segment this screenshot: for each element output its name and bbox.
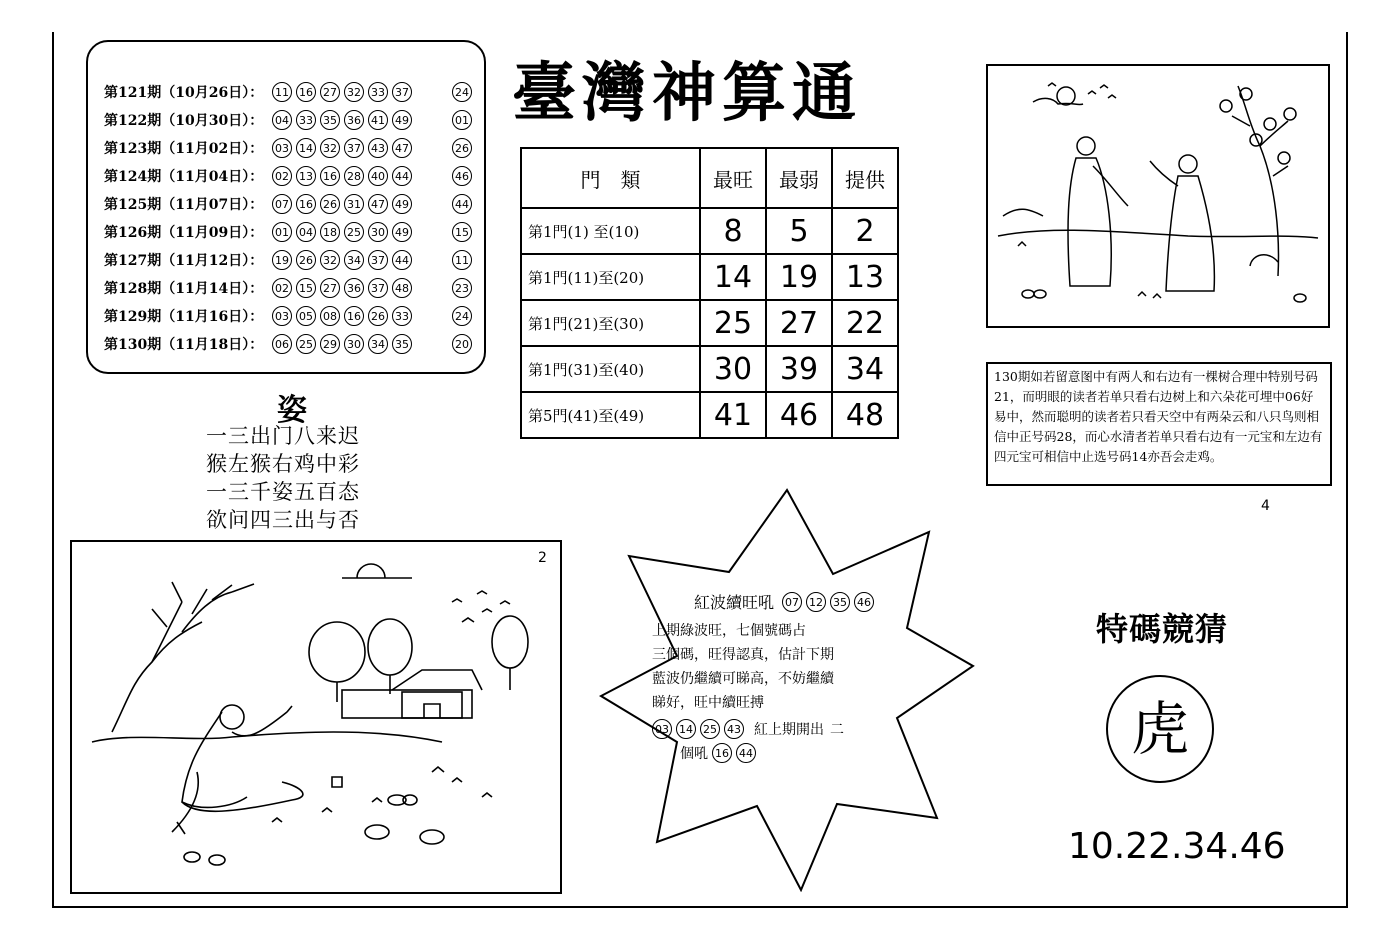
special-guess-title: 特碼競猜 [1096,610,1229,648]
number-ball: 30 [368,222,388,242]
number-ball: 43 [724,719,744,739]
special-number-ball: 44 [452,194,472,214]
number-ball: 49 [392,110,412,130]
gate-range: 第1門(21)至(30) [521,300,700,346]
number-ball: 27 [320,82,340,102]
special-number-ball: 24 [452,306,472,326]
picture-number: 2 [538,550,547,566]
red-wave-box [652,590,892,763]
gate-range: 第1門(11)至(20) [521,254,700,300]
period-label: 第124期（11月04日）： [104,169,264,185]
hot-number: 14 [700,254,766,300]
number-ball: 37 [392,82,412,102]
tip-number: 34 [832,346,898,392]
number-ball: 49 [392,194,412,214]
gate-row [521,392,898,438]
number-ball: 18 [320,222,340,242]
number-ball: 03 [652,719,672,739]
text-line: 上期綠波旺，七個號碼占 [652,623,806,639]
tip-number: 48 [832,392,898,438]
number-ball: 25 [296,334,316,354]
history-row [104,136,476,160]
gate-row [521,208,898,254]
cold-number: 46 [766,392,832,438]
tip-number: 22 [832,300,898,346]
number-ball: 34 [368,334,388,354]
number-ball: 36 [344,278,364,298]
number-ball: 07 [272,194,292,214]
number-ball: 40 [368,166,388,186]
number-ball: 47 [368,194,388,214]
last-period-text: 紅上期開出 [754,722,824,738]
number-ball: 06 [272,334,292,354]
text-line: 睇好，旺中續旺搏 [652,695,764,711]
number-ball: 16 [320,166,340,186]
number-ball: 16 [344,306,364,326]
number-ball: 26 [296,250,316,270]
special-number-ball: 20 [452,334,472,354]
number-ball: 05 [296,306,316,326]
period-label: 第128期（11月14日）： [104,281,264,297]
number-ball: 33 [368,82,388,102]
last-period-row [652,719,892,739]
gate-row [521,300,898,346]
number-ball: 13 [296,166,316,186]
count-row [680,743,892,763]
draw-history-panel [86,40,486,374]
hot-number: 30 [700,346,766,392]
number-ball: 35 [320,110,340,130]
picture-clue-text: 130期如若留意图中有两人和右边有一棵树合理中特别号码21，而明眼的读者若单只看右边树上和六朵花可埋中06好易中，然而聪明的读者若只看天空中有两朵云和八只鸟则相信中正号码28，而心水清者若单只看右边有一元宝和左边有四元宝可相信中止选号码14亦吾会走鸡。 [986,362,1332,486]
number-ball: 34 [344,250,364,270]
number-ball: 35 [392,334,412,354]
special-number-ball: 46 [452,166,472,186]
period-label: 第122期（10月30日）： [104,113,264,129]
scholar-landscape-illustration [70,540,562,894]
gate-row [521,346,898,392]
history-row [104,276,476,300]
header-tip: 提供 [832,148,898,208]
number-ball: 37 [368,278,388,298]
period-label: 第130期（11月18日）： [104,337,264,353]
number-ball: 44 [392,166,412,186]
period-label: 第127期（11月12日）： [104,253,264,269]
number-ball: 35 [830,592,850,612]
number-ball: 46 [854,592,874,612]
gate-table-header [521,148,898,208]
history-row [104,248,476,272]
poem-title: 姿 [277,393,307,428]
poem-line: 一三千姿五百态 [206,480,360,504]
gate-range: 第1門(31)至(40) [521,346,700,392]
count-text: 個吼 [680,746,708,762]
hot-number: 8 [700,208,766,254]
hot-number: 41 [700,392,766,438]
number-ball: 26 [320,194,340,214]
text-line: 三個碼，旺得認真，估計下期 [652,647,834,663]
number-ball: 33 [392,306,412,326]
number-ball: 14 [676,719,696,739]
history-row [104,80,476,104]
cold-number: 27 [766,300,832,346]
header-cold: 最弱 [766,148,832,208]
number-ball: 14 [296,138,316,158]
number-ball: 37 [344,138,364,158]
number-ball: 04 [296,222,316,242]
page-title: 臺灣神算通 [512,56,862,131]
number-ball: 02 [272,166,292,186]
number-ball: 41 [368,110,388,130]
text-line: 藍波仍繼續可睇高，不妨繼續 [652,671,834,687]
header-hot: 最旺 [700,148,766,208]
hot-number: 25 [700,300,766,346]
number-ball: 08 [320,306,340,326]
last-period-mark: 二 [830,722,844,738]
zodiac-circle: 虎 [1106,675,1214,783]
number-ball: 16 [296,194,316,214]
special-number-ball: 11 [452,250,472,270]
period-label: 第126期（11月09日）： [104,225,264,241]
cold-number: 19 [766,254,832,300]
number-ball: 15 [296,278,316,298]
special-number-ball: 24 [452,82,472,102]
gate-range: 第1門(1) 至(10) [521,208,700,254]
number-ball: 27 [320,278,340,298]
number-ball: 02 [272,278,292,298]
period-label: 第121期（10月26日）： [104,85,264,101]
number-ball: 28 [344,166,364,186]
number-ball: 44 [736,743,756,763]
two-figures-illustration [986,64,1330,328]
red-wave-text [652,619,892,715]
special-number-ball: 15 [452,222,472,242]
number-ball: 12 [806,592,826,612]
number-ball: 07 [782,592,802,612]
number-ball: 25 [344,222,364,242]
number-ball: 03 [272,306,292,326]
number-ball: 44 [392,250,412,270]
number-ball: 04 [272,110,292,130]
number-ball: 37 [368,250,388,270]
number-ball: 32 [344,82,364,102]
number-ball: 25 [700,719,720,739]
history-row [104,164,476,188]
special-number-ball: 23 [452,278,472,298]
picture-number: 4 [1261,498,1270,514]
history-row [104,332,476,356]
number-ball: 16 [296,82,316,102]
period-label: 第123期（11月02日）： [104,141,264,157]
number-ball: 29 [320,334,340,354]
special-guess-numbers: 10.22.34.46 [1068,826,1286,867]
number-ball: 26 [368,306,388,326]
header-gate: 門 類 [521,148,700,208]
cold-number: 39 [766,346,832,392]
period-label: 第129期（11月16日）： [104,309,264,325]
number-ball: 47 [392,138,412,158]
history-row [104,192,476,216]
gate-row [521,254,898,300]
gate-table [520,147,899,439]
number-ball: 36 [344,110,364,130]
history-row [104,108,476,132]
number-ball: 31 [344,194,364,214]
number-ball: 49 [392,222,412,242]
special-number-ball: 01 [452,110,472,130]
number-ball: 03 [272,138,292,158]
number-ball: 33 [296,110,316,130]
red-wave-title: 紅波續旺吼 [694,593,775,612]
number-ball: 11 [272,82,292,102]
number-ball: 48 [392,278,412,298]
poem-line: 一三出门八来迟 [206,424,360,448]
number-ball: 32 [320,138,340,158]
poem [206,422,386,534]
number-ball: 32 [320,250,340,270]
history-row [104,304,476,328]
period-label: 第125期（11月07日）： [104,197,264,213]
number-ball: 30 [344,334,364,354]
number-ball: 19 [272,250,292,270]
history-row [104,220,476,244]
number-ball: 16 [712,743,732,763]
poem-line: 猴左猴右鸡中彩 [206,452,360,476]
tip-number: 2 [832,208,898,254]
number-ball: 43 [368,138,388,158]
red-wave-header [694,590,892,613]
gate-range: 第5門(41)至(49) [521,392,700,438]
number-ball: 01 [272,222,292,242]
special-number-ball: 26 [452,138,472,158]
tip-number: 13 [832,254,898,300]
cold-number: 5 [766,208,832,254]
poem-line: 欲问四三出与否 [206,508,360,532]
